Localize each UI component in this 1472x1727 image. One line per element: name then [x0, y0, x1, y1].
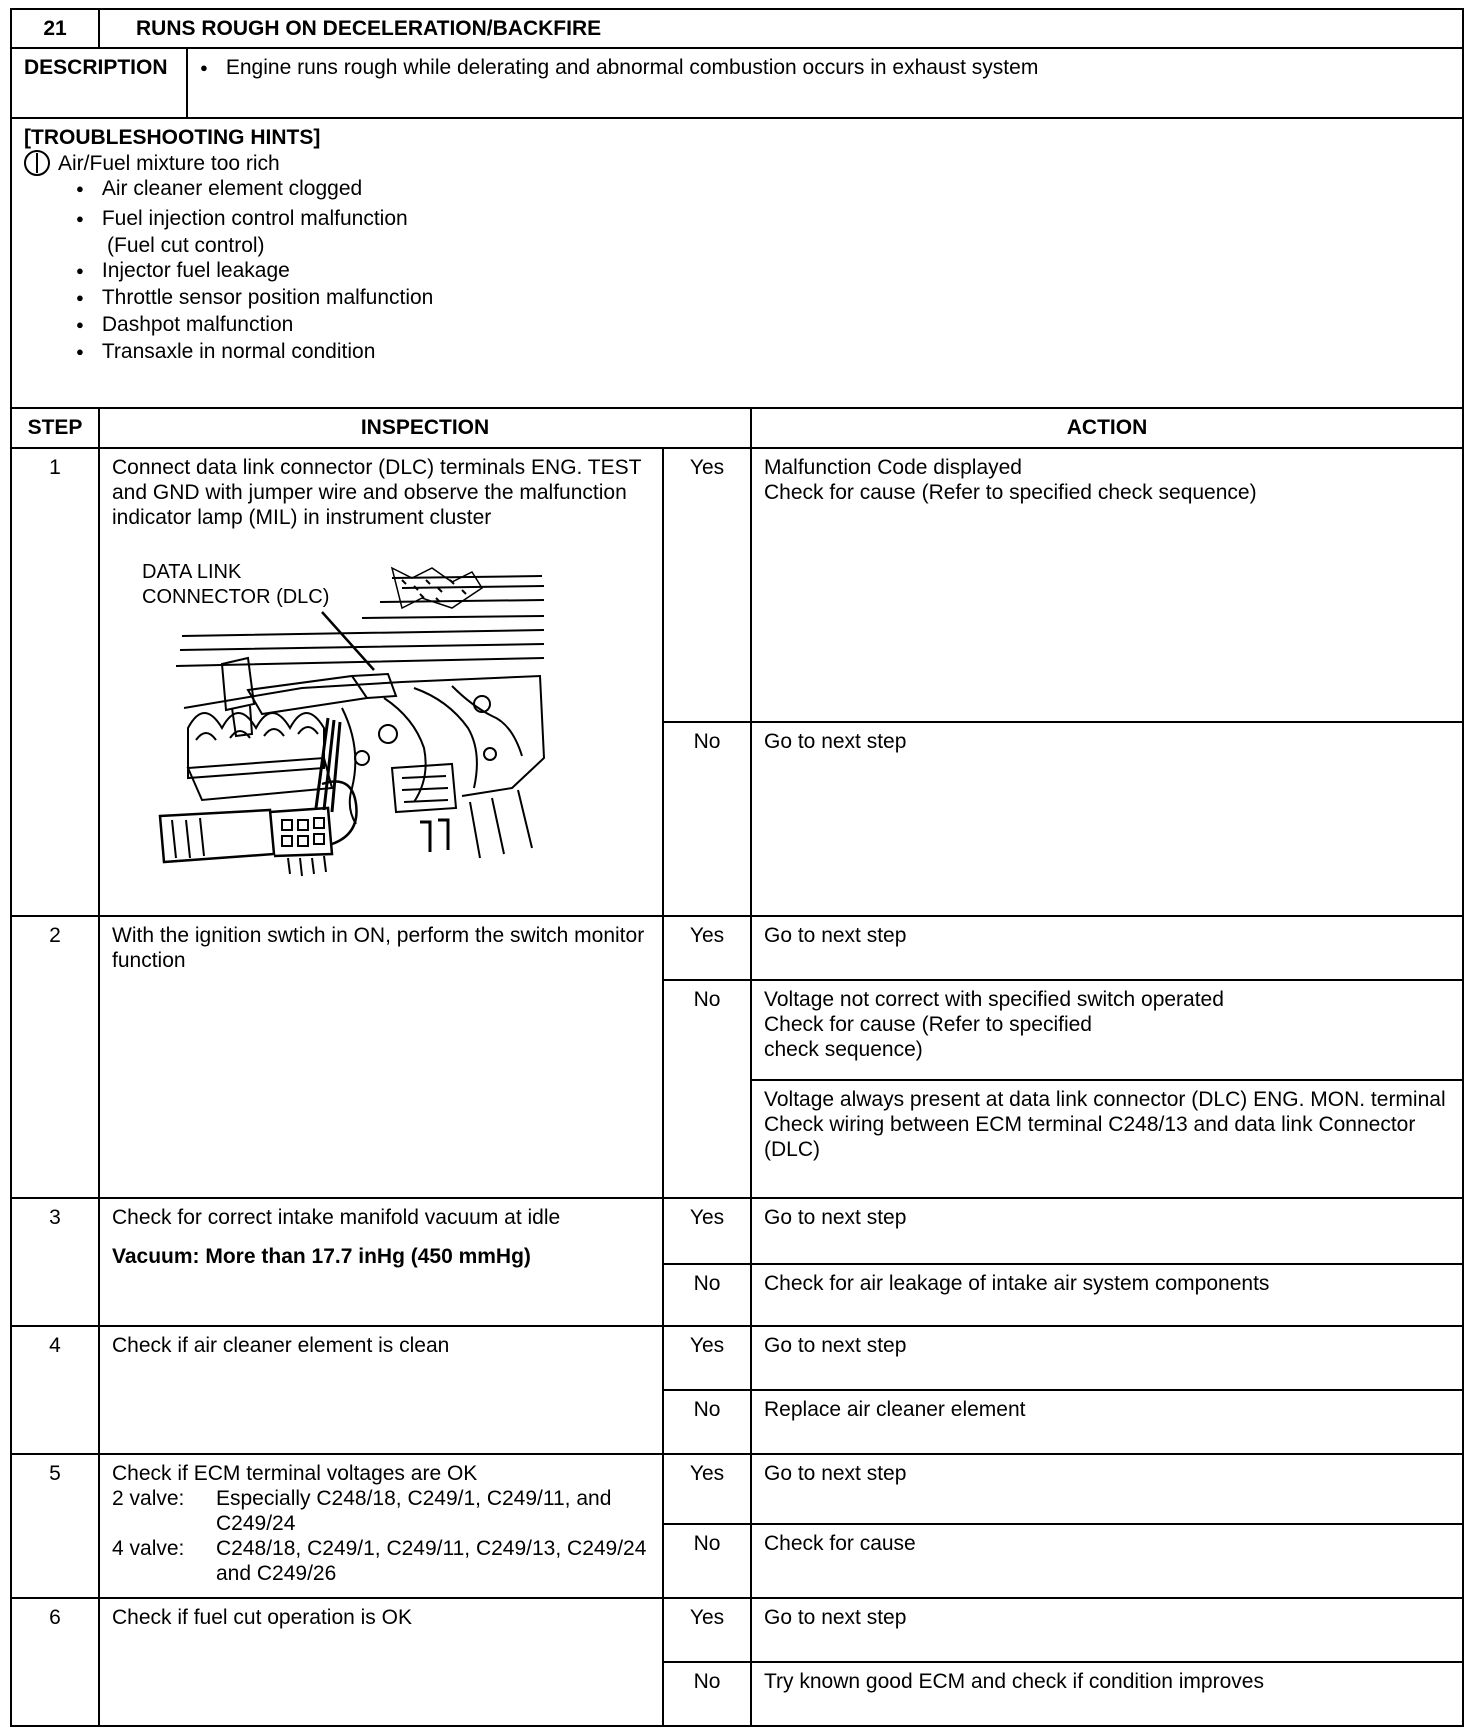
step-number: 5 [11, 1454, 99, 1598]
vacuum-spec: Vacuum: More than 17.7 inHg (450 mmHg) [112, 1245, 531, 1268]
no-label: No [663, 1390, 751, 1454]
step-1-yes-action: Malfunction Code displayed Check for cause (Refer to specified check sequence) [751, 448, 1463, 722]
step-4-yes-action: Go to next step [751, 1326, 1463, 1390]
hint-item: ● Air cleaner element clogged [76, 176, 1450, 203]
step-5-yes-action: Go to next step [751, 1454, 1463, 1524]
no-label: No [663, 1264, 751, 1326]
description-text: Engine runs rough while delerating and abnormal combustion occurs in exhaust system [225, 56, 1039, 79]
step-number: 3 [11, 1198, 99, 1326]
hints-title: [TROUBLESHOOTING HINTS] [24, 126, 321, 149]
step-1-inspection [99, 448, 663, 916]
step-1-no-action: Go to next step [751, 722, 1463, 916]
bullet-icon [76, 340, 102, 363]
yes-label: Yes [663, 1598, 751, 1662]
figure-label: DATA LINK CONNECTOR (DLC) [142, 561, 330, 608]
col-action: ACTION [751, 408, 1463, 448]
hint-item: ● Transaxle in normal condition [76, 339, 1450, 366]
valve-terminal-list: 2 valve: Especially C248/18, C249/1, C249/11, and C249/24 4 valve: C248/18, C249/1, C249/11, C249/13, C249/24 and C249/26 [112, 1487, 647, 1585]
hint-item: ● Throttle sensor position malfunction [76, 285, 1450, 312]
step-6-no-action: Try known good ECM and check if condition improves [751, 1662, 1463, 1726]
yes-label: Yes [663, 1454, 751, 1524]
bullet-icon [76, 313, 102, 336]
symptom-title: RUNS ROUGH ON DECELERATION/BACKFIRE [99, 9, 1463, 48]
description-label: DESCRIPTION [11, 48, 187, 118]
symptom-number: 21 [11, 9, 99, 48]
no-label: No [663, 722, 751, 916]
bullet-icon [76, 286, 102, 309]
bullet-icon [200, 56, 226, 79]
step-2-no-action-b: Voltage always present at data link connector (DLC) ENG. MON. terminal Check wiring between ECM terminal C248/13 and data link Connector (DLC) [751, 1080, 1463, 1198]
step-2-inspection: With the ignition swtich in ON, perform the switch monitor function [99, 916, 663, 1198]
yes-label: Yes [663, 1198, 751, 1264]
cause-1-text: Air/Fuel mixture too rich [58, 151, 280, 175]
step-3-inspection: Check for correct intake manifold vacuum at idle Vacuum: More than 17.7 inHg (450 mmHg) [99, 1198, 663, 1326]
step-3-no-action: Check for air leakage of intake air system components [751, 1264, 1463, 1326]
step-2-yes-action: Go to next step [751, 916, 1463, 980]
troubleshooting-hints [11, 118, 1463, 408]
col-inspection: INSPECTION [99, 408, 751, 448]
step-2-no-action-a: Voltage not correct with specified switch operated Check for cause (Refer to specified check sequence) [751, 980, 1463, 1080]
yes-label: Yes [663, 448, 751, 722]
step-number: 1 [11, 448, 99, 916]
step-5-no-action: Check for cause [751, 1524, 1463, 1598]
hint-item: ● Injector fuel leakage [76, 258, 1450, 285]
no-label: No [663, 980, 751, 1198]
step-4-no-action: Replace air cleaner element [751, 1390, 1463, 1454]
step-number: 6 [11, 1598, 99, 1726]
cause-1 [24, 150, 1450, 176]
step-6-inspection: Check if fuel cut operation is OK [99, 1598, 663, 1726]
step-number: 4 [11, 1326, 99, 1454]
step-4-inspection: Check if air cleaner element is clean [99, 1326, 663, 1454]
bullet-icon [76, 177, 102, 200]
hint-item: ● Dashpot malfunction [76, 312, 1450, 339]
no-label: No [663, 1662, 751, 1726]
description-text-cell [187, 48, 1463, 118]
col-step: STEP [11, 408, 99, 448]
step-6-yes-action: Go to next step [751, 1598, 1463, 1662]
hint-item: ● Fuel injection control malfunction (Fuel cut control) [76, 206, 1450, 258]
bullet-icon [76, 207, 102, 230]
bullet-icon [76, 259, 102, 282]
no-label: No [663, 1524, 751, 1598]
yes-label: Yes [663, 916, 751, 980]
hint-list [24, 176, 1450, 366]
step-3-yes-action: Go to next step [751, 1198, 1463, 1264]
step-5-inspection: Check if ECM terminal voltages are OK 2 valve: Especially C248/18, C249/1, C249/11, and C249/24 4 valve: C248/18, C249/1, C249/11, C249/13, C249/24 and C249/26 [99, 1454, 663, 1598]
diagnostic-table [10, 8, 1464, 1727]
yes-label: Yes [663, 1326, 751, 1390]
step-number: 2 [11, 916, 99, 1198]
step-1-inspection-text: Connect data link connector (DLC) terminals ENG. TEST and GND with jumper wire and observe the malfunction indicator lamp (MIL) in instrument cluster [112, 456, 642, 529]
circled-one-icon [24, 150, 50, 176]
